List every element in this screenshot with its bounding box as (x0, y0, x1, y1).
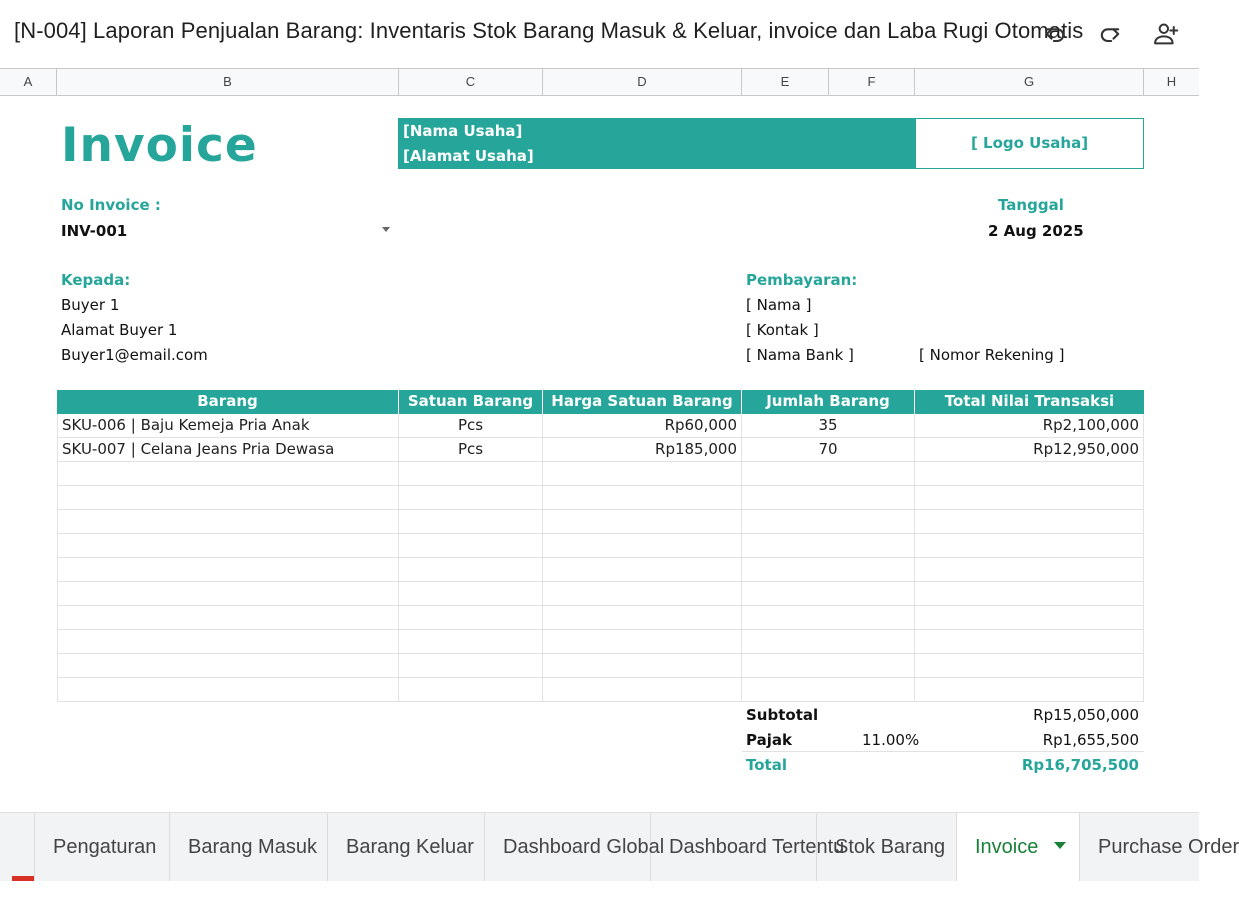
cell-unit[interactable] (399, 558, 543, 582)
table-row (57, 558, 1144, 582)
cell-unit-price[interactable] (543, 558, 742, 582)
cell-quantity[interactable]: 35 (742, 414, 915, 438)
cell-item[interactable] (57, 582, 399, 606)
cell-unit-price[interactable] (543, 510, 742, 534)
cell-total[interactable] (915, 606, 1144, 630)
buyer-email[interactable]: Buyer1@email.com (61, 346, 208, 364)
total-value[interactable]: Rp16,705,500 (1021, 756, 1139, 774)
cell-total[interactable] (915, 486, 1144, 510)
cell-item[interactable] (57, 486, 399, 510)
cell-quantity[interactable] (742, 558, 915, 582)
cell-item[interactable] (57, 534, 399, 558)
buyer-address[interactable]: Alamat Buyer 1 (61, 321, 178, 339)
cell-quantity[interactable] (742, 630, 915, 654)
cell-item[interactable] (57, 462, 399, 486)
tab-invoice-label: Invoice (975, 836, 1039, 858)
table-row (57, 462, 1144, 486)
payment-name[interactable]: [ Nama ] (746, 296, 812, 314)
cell-unit-price[interactable] (543, 630, 742, 654)
tab-dashboard-tertentu[interactable]: Dashboard Tertentu (651, 813, 817, 881)
cell-item[interactable] (57, 510, 399, 534)
table-row (57, 486, 1144, 510)
title-bar (0, 0, 1199, 68)
business-address: [Alamat Usaha] (403, 147, 534, 165)
cell-quantity[interactable] (742, 582, 915, 606)
cell-unit-price[interactable] (543, 486, 742, 510)
business-info-box[interactable] (398, 118, 915, 169)
cell-quantity[interactable] (742, 534, 915, 558)
cell-unit[interactable] (399, 534, 543, 558)
cell-total[interactable] (915, 678, 1144, 702)
tax-value[interactable]: Rp1,655,500 (1042, 731, 1139, 749)
add-person-icon[interactable] (1151, 20, 1179, 48)
cell-total[interactable]: Rp12,950,000 (915, 438, 1144, 462)
cell-item[interactable] (57, 630, 399, 654)
cell-item[interactable]: SKU-006 | Baju Kemeja Pria Anak (57, 414, 399, 438)
cell-quantity[interactable]: 70 (742, 438, 915, 462)
header-unit-price[interactable]: Harga Satuan Barang (543, 390, 742, 414)
cell-unit[interactable] (399, 606, 543, 630)
column-header-d[interactable]: D (543, 69, 742, 96)
payment-bank[interactable]: [ Nama Bank ] (746, 346, 854, 364)
table-row (57, 678, 1144, 702)
column-header-b[interactable]: B (57, 69, 399, 96)
logo-placeholder[interactable]: [ Logo Usaha] (915, 118, 1144, 169)
cell-unit-price[interactable] (543, 678, 742, 702)
payment-label: Pembayaran: (746, 271, 858, 289)
tab-barang-keluar[interactable]: Barang Keluar (328, 813, 485, 881)
column-header-c[interactable]: C (399, 69, 543, 96)
cell-unit[interactable]: Pcs (399, 438, 543, 462)
payment-account-number[interactable]: [ Nomor Rekening ] (919, 346, 1065, 364)
table-row (57, 510, 1144, 534)
sheet-tab-bar (0, 812, 1239, 908)
column-header-e[interactable]: E (742, 69, 829, 96)
cell-unit[interactable] (399, 630, 543, 654)
column-header-f[interactable]: F (829, 69, 915, 96)
cell-item[interactable] (57, 678, 399, 702)
cell-total[interactable] (915, 534, 1144, 558)
table-row (57, 582, 1144, 606)
cell-unit[interactable] (399, 678, 543, 702)
table-header-row (57, 390, 1144, 414)
table-row (57, 630, 1144, 654)
summary-divider (742, 751, 1144, 752)
invoice-heading: Invoice (61, 118, 258, 173)
subtotal-label: Subtotal (746, 706, 819, 724)
header-unit[interactable]: Satuan Barang (399, 390, 543, 414)
sheet-color-marker (12, 876, 34, 881)
cell-unit-price[interactable] (543, 582, 742, 606)
total-label: Total (746, 756, 787, 774)
table-row (57, 606, 1144, 630)
cell-unit-price[interactable] (543, 654, 742, 678)
cell-total[interactable] (915, 462, 1144, 486)
cell-unit[interactable]: Pcs (399, 414, 543, 438)
date-value[interactable]: 2 Aug 2025 (988, 222, 1084, 240)
table-row (57, 438, 1144, 462)
cell-item[interactable] (57, 654, 399, 678)
header-total[interactable]: Total Nilai Transaksi (915, 390, 1144, 414)
cell-item[interactable] (57, 606, 399, 630)
cell-unit-price[interactable] (543, 534, 742, 558)
header-quantity[interactable]: Jumlah Barang (742, 390, 915, 414)
cell-unit-price[interactable] (543, 606, 742, 630)
cell-quantity[interactable] (742, 486, 915, 510)
cell-unit[interactable] (399, 462, 543, 486)
column-header-bar (0, 68, 1199, 96)
invoice-sheet (0, 96, 1199, 812)
cell-unit-price[interactable]: Rp60,000 (543, 414, 742, 438)
cell-unit[interactable] (399, 582, 543, 606)
tax-rate[interactable]: 11.00% (862, 731, 920, 749)
cell-quantity[interactable] (742, 654, 915, 678)
invoice-number-dropdown-icon[interactable] (382, 227, 390, 232)
table-row (57, 414, 1144, 438)
subtotal-value[interactable]: Rp15,050,000 (1033, 706, 1139, 724)
tab-menu-dropdown-icon[interactable] (1054, 842, 1066, 849)
document-title[interactable]: [N-004] Laporan Penjualan Barang: Inventaris Stok Barang Masuk & Keluar, invoice dan Laba Rugi Otomatis (14, 18, 1084, 43)
date-label: Tanggal (998, 196, 1064, 214)
cell-quantity[interactable] (742, 606, 915, 630)
sheet-tabs (0, 813, 1239, 881)
payment-contact[interactable]: [ Kontak ] (746, 321, 819, 339)
cell-item[interactable] (57, 558, 399, 582)
buyer-name[interactable]: Buyer 1 (61, 296, 120, 314)
cell-item[interactable]: SKU-007 | Celana Jeans Pria Dewasa (57, 438, 399, 462)
tab-pengaturan[interactable]: Pengaturan (34, 813, 170, 881)
header-item[interactable]: Barang (57, 390, 399, 414)
cell-quantity[interactable] (742, 510, 915, 534)
tab-barang-masuk[interactable]: Barang Masuk (170, 813, 328, 881)
tab-invoice[interactable] (957, 813, 1080, 881)
recipient-label: Kepada: (61, 271, 131, 289)
cell-unit[interactable] (399, 486, 543, 510)
business-name: [Nama Usaha] (403, 122, 523, 140)
cell-total[interactable] (915, 630, 1144, 654)
undo-icon[interactable] (1041, 20, 1069, 48)
cell-quantity[interactable] (742, 462, 915, 486)
column-header-h[interactable]: H (1166, 74, 1177, 89)
table-row (57, 654, 1144, 678)
tab-stok-barang[interactable]: Stok Barang (817, 813, 957, 881)
cell-total[interactable]: Rp2,100,000 (915, 414, 1144, 438)
cell-unit-price[interactable] (543, 462, 742, 486)
tax-label: Pajak (746, 731, 792, 749)
redo-icon[interactable] (1096, 20, 1124, 48)
table-row (57, 534, 1144, 558)
cell-total[interactable] (915, 654, 1144, 678)
cell-unit[interactable] (399, 654, 543, 678)
cell-total[interactable] (915, 558, 1144, 582)
tab-dashboard-global[interactable]: Dashboard Global (485, 813, 651, 881)
invoice-number-value[interactable]: INV-001 (61, 222, 128, 240)
column-header-a[interactable]: A (0, 69, 57, 96)
column-header-g[interactable]: G (915, 69, 1144, 96)
invoice-number-label: No Invoice : (61, 196, 161, 214)
cell-unit-price[interactable]: Rp185,000 (543, 438, 742, 462)
tab-purchase-order[interactable]: Purchase Order (1098, 836, 1239, 858)
cell-total[interactable] (915, 582, 1144, 606)
cell-unit[interactable] (399, 510, 543, 534)
cell-quantity[interactable] (742, 678, 915, 702)
cell-total[interactable] (915, 510, 1144, 534)
